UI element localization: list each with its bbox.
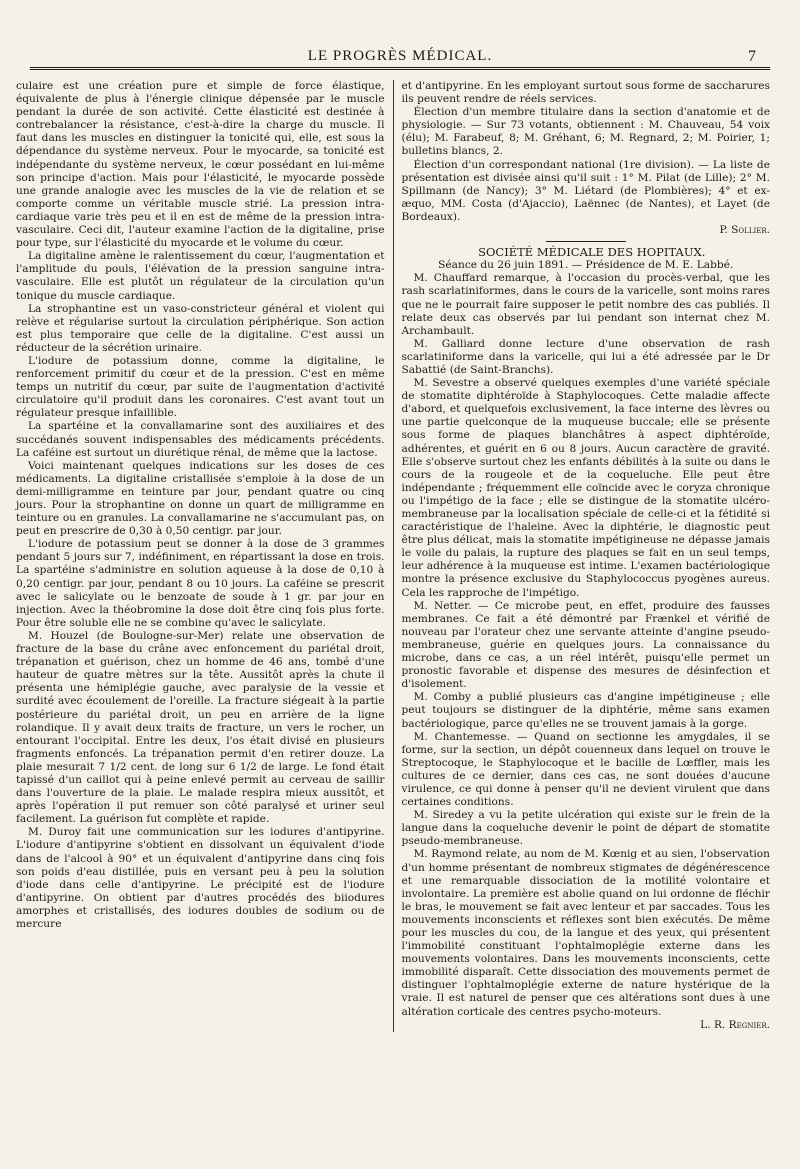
session-line: Séance du 26 juin 1891. — Présidence de M. E. Labbé. [438,259,734,272]
paragraph: La digitaline amène le ralentissement du cœur, l'augmentation et l'amplitude du pouls, l'élévation de la pression sanguine intra-vasculaire. Elle est plutôt un régulateur de la circulation qu'un tonique du muscle cardiaque. [16,250,385,302]
paragraph: La spartéine et la convallamarine sont des auxiliaires et des succédanés souvent indispensables des médicaments précédents. La caféine est surtout un diurétique rénal, de même que la lactose. [16,420,385,459]
section-divider [546,241,626,242]
paragraph: M. Chantemesse. — Quand on sectionne les amygdales, il se forme, sur la section, un dépôt couenneux dans lequel on trouve le Streptocoque, le Staphylocoque et le bacille de Lœffler, mais les cultures de ce dernier, dans ces cas, ne sont douées d'aucune virulence, ce qui donne à penser qu'il ne devient virulent que dans certaines conditions. [401,730,770,809]
paragraph: M. Siredey a vu la petite ulcération qui existe sur le frein de la langue dans la coqueluche devenir le point de départ de stomatite pseudo-membraneuse. [401,809,770,848]
paragraph: M. Netter. — Ce microbe peut, en effet, produire des fausses membranes. Ce fait a été démontré par Frænkel et vérifié de nouveau par l'orateur chez une servante atteinte d'angine pseudo-membraneuse, guérie en quelques jours. La connaissance du microbe, dans ce cas, a un réel intérêt, puisqu'elle permet un pronostic favorable et dispense des mesures de désinfection et d'isolement. [401,599,770,691]
paragraph: M. Duroy fait une communication sur les iodures d'antipyrine. L'iodure d'antipyrine s'obtient en dissolvant un équivalent d'iode dans de l'alcool à 90° et un équivalent d'antipyrine dans cinq fois son poids d'eau distillée, puis en versant peu à peu la solution d'iode dans celle d'antipyrine. Le précipité est de l'iodure d'antipyrine. On obtient par d'autres procédés des biiodures amorphes et cristallisés, des iodures doubles de sodium ou de mercure [16,826,385,930]
page-header [16,0,784,72]
page-number: 7 [748,48,756,65]
paragraph: M. Sevestre a observé quelques exemples d'une variété spéciale de stomatite diphtéroïde à Staphylocoques. Cette maladie affecte d'abord, et quelquefois exclusivement, la face interne des lèvres ou une partie quelconque de la muqueuse buccale; elle se présente sous forme de plaques blanchâtres à aspect diphtéroïde, adhérentes, et guérit en 6 ou 8 jours. Aucun caractère de gravité. Elle s'observe surtout chez les enfants débilités à la suite ou dans le cours de la rougeole et de la coqueluche. Elle peut être indépendante ; fréquemment elle coïncide avec le coryza chronique ou l'impétigo de la face ; elle se distingue de la stomatite ulcéro-membraneuse par la localisation spéciale de celle-ci et la fétidité si caractéristique de l'haleine. Avec la diphtérie, le diagnostic peut être plus délicat, mais la stomatite impétigineuse ne dépasse jamais le voile du palais, la rupture des plaques se fait en un seul temps, leur adhérence à la muqueuse est intime. L'examen bactériologique montre la présence exclusive du Staphylococcus pyogènes aureus. Cela les rapproche de l'impétigo. [401,377,770,599]
paragraph: M. Raymond relate, au nom de M. Kœnig et au sien, l'observation d'un homme présentant de nombreux stigmates de dégénérescence et une remarquable dissociation de la motilité volontaire et involontaire. La première est abolie quand on lui ordonne de fléchir le bras, le mouvement se fait avec lenteur et par saccades. Tous les mouvements inconscients et réflexes sont bien exécutés. De même pour les muscles du cou, de la langue et des yeux, qui présentent l'immobilité constituant l'ophtalmoplégie externe dans les mouvements volontaires. Dans les mouvements inconscients, cette immobilité disparaît. Cette dissociation des mouvements permet de distinguer l'ophtalmoplégie externe de nature hystérique de la vraie. Il est naturel de penser que ces altérations sont dues à une altération corticale des centres psycho-moteurs. [401,848,770,1018]
header-rule [30,67,770,70]
paragraph: M. Chauffard remarque, à l'occasion du procès-verbal, que les rash scarlatiniformes, dans le cours de la varicelle, sont moins rares que ne le pourrait faire supposer le petit nombre des cas publiés. Il relate deux cas observés par lui pendant son internat chez M. Archambault. [401,272,770,337]
section-heading: SOCIÉTÉ MÉDICALE DES HOPITAUX. [478,245,706,260]
left-column [16,80,385,1032]
election-paragraph: Élection d'un correspondant national (1re division). — La liste de présentation est divisée ainsi qu'il suit : 1° M. Pilat (de Lille); 2° M. Spillmann (de Nancy); 3° M. Liétard (de Plombières); 4° et ex-æquo, MM. Costa (d'Ajaccio), Laënnec (de Nantes), et Layet (de Bordeaux). [401,158,770,223]
paragraph: M. Houzel (de Boulogne-sur-Mer) relate une observation de fracture de la base du crâne avec enfoncement du pariétal droit, trépanation et guérison, chez un homme de 46 ans, tombé d'une hauteur de quatre mètres sur la tête. Aussitôt après la chute il présenta une hémiplégie gauche, avec paralysie de la vessie et surdité avec écoulement de l'oreille. La fracture siégeait à la partie postérieure du pariétal droit, un peu en arrière de la ligne rolandique. Il y avait deux traits de fracture, un vers le rocher, un entourant l'occipital. Entre les deux, l'os était divisé en plusieurs fragments enfoncés. La trépanation permit d'en retirer douze. La plaie mesurait 7 1/2 cent. de long sur 6 1/2 de large. Le fond était tapissé d'un caillot qui à peine enlevé permit au cerveau de saillir dans l'ouverture de la plaie. Le malade respira mieux aussitôt, et après l'opération il put remuer son côté paralysé et uriner seul facilement. La guérison fut complète et rapide. [16,629,385,826]
paragraph: L'iodure de potassium donne, comme la digitaline, le renforcement primitif du cœur et de la pression. C'est en même temps un nutritif du cœur, par suite de l'augmentation d'activité circulatoire qu'il produit dans les coronaires. C'est avant tout un régulateur presque infaillible. [16,354,385,420]
author-signature: L. R. Regnier. [700,1018,770,1031]
paragraph: M. Galliard donne lecture d'une observation de rash scarlatiniforme dans la varicelle, qui lui a été adressée par le Dr Sabattié (de Saint-Branchs). [401,337,770,376]
article-columns [16,80,770,1032]
paragraph: La strophantine est un vaso-constricteur général et violent qui relève et régularise surtout la circulation périphérique. Son action est plus temporaire que celle de la digitaline. C'est aussi un réducteur de la sécrétion urinaire. [16,302,385,354]
column-divider [393,80,394,1032]
paragraph: culaire est une création pure et simple de force élastique, équivalente de plus à l'énergie clinique dépensée par le muscle pendant la durée de son activité. Cette élasticité est destinée à contrebalancer la résistance, c'est-à-dire la charge du muscle. Il faut dans les muscles en distinguer la tonicité qui, elle, est sous la dépendance du système nerveux. Pour le myocarde, sa tonicité est indépendante du système nerveux, le cœur possédant en lui-même son principe d'action. Mais pour l'élasticité, le myocarde possède une grande analogie avec les muscles de la vie de relation et se comporte comme un véritable muscle strié. La pression intra-cardiaque varie très peu et il en est de même de la pression intra-vasculaire. Ceci dit, l'auteur examine l'action de la digitaline, prise pour type, sur l'élasticité du myocarde et le volume du cœur. [16,80,385,250]
right-column [401,80,770,1032]
running-title: LE PROGRÈS MÉDICAL. [307,48,493,64]
paragraph: M. Comby a publié plusieurs cas d'angine impétigineuse ; elle peut toujours se distinguer de la diphtérie, même sans examen bactériologique, parce qu'elles ne se trouvent jamais à la gorge. [401,691,770,730]
paragraph: Voici maintenant quelques indications sur les doses de ces médicaments. La digitaline cristallisée s'emploie à la dose de un demi-milligramme en teinture par jour, pendant quatre ou cinq jours. Pour la strophantine on donne un quart de milligramme en teinture ou en granules. La convallamarine ne s'accumulant pas, on peut en prescrire de 0,30 à 0,50 centigr. par jour. [16,459,385,538]
author-signature: P. Sollier. [719,224,770,237]
election-paragraph: Élection d'un membre titulaire dans la section d'anatomie et de physiologie. — Sur 73 votants, obtiennent : M. Chauveau, 54 voix (élu); M. Farabeuf, 8; M. Gréhant, 6; M. Regnard, 2; M. Poirier, 1; bulletins blancs, 2. [401,106,770,158]
paragraph: et d'antipyrine. En les employant surtout sous forme de saccharures ils peuvent rendre de réels services. [401,80,770,106]
paragraph: L'iodure de potassium peut se donner à la dose de 3 grammes pendant 5 jours sur 7, indéfiniment, en répartissant la dose en trois. La spartéine s'administre en solution aqueuse à la dose de 0,10 à 0,20 centigr. par jour, pendant 8 ou 10 jours. La caféine se prescrit avec le salicylate ou le benzoate de soude à 1 gr. par jour en injection. Avec la théobromine la dose doit être cinq fois plus forte. Pour être soluble elle ne se combine qu'avec le salicylate. [16,538,385,629]
